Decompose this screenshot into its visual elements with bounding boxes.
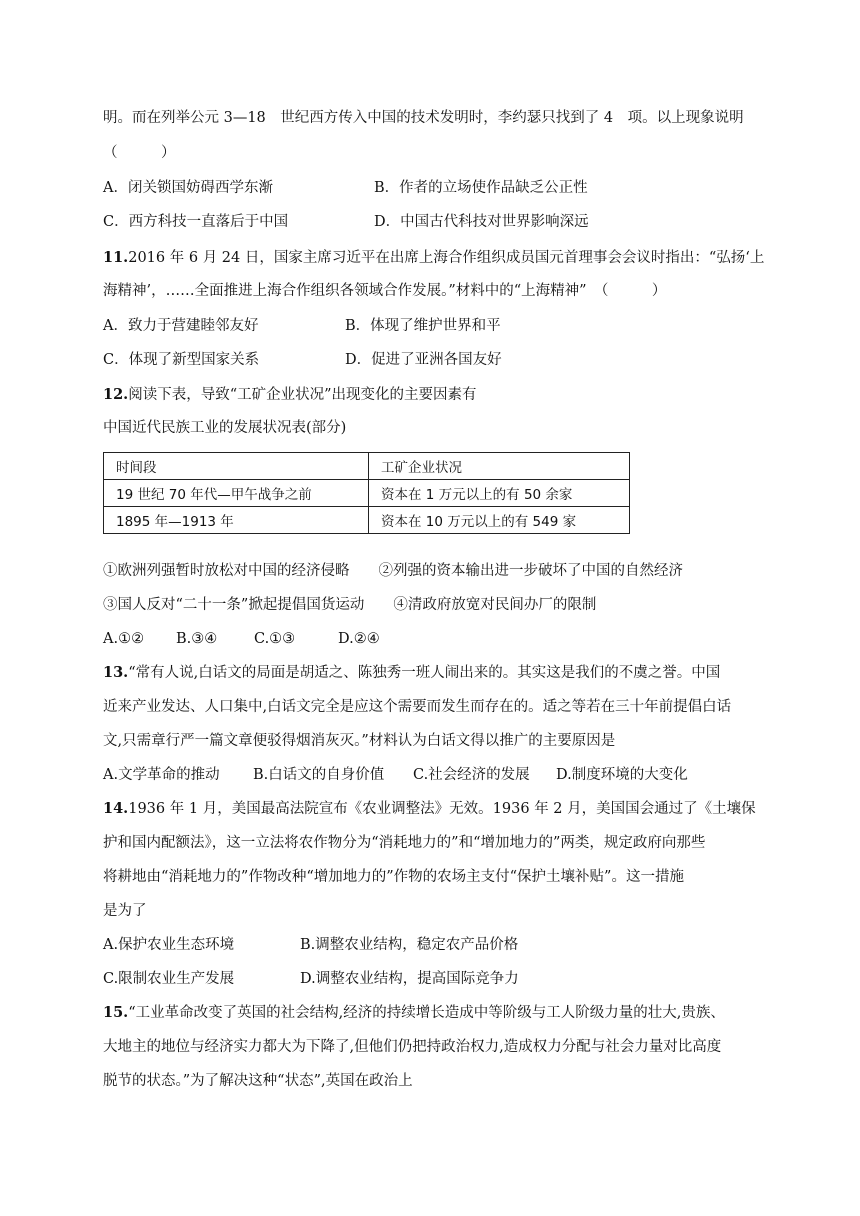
q13-option-a: A.文学革命的推动: [103, 767, 220, 783]
q12-stem: 阅读下表，导致“工矿企业状况”出现变化的主要因素有: [128, 387, 477, 403]
q11-number: 11.: [103, 249, 129, 266]
q14-number: 14.: [103, 800, 129, 817]
q13-number: 13.: [103, 664, 129, 681]
table-header-period: 时间段: [104, 453, 369, 480]
q15-stem-3: 脱节的状态。”为了解决这种“状态”,英国在政治上: [103, 1073, 413, 1089]
table-row: [104, 507, 630, 534]
q11-line-1: [103, 248, 764, 268]
q12-option-d: D.②④: [338, 631, 380, 647]
q14-stem-2: 护和国内配额法》，这一立法将农作物分为“消耗地力的”和“增加地力的”两类，规定政府向那些: [103, 835, 706, 851]
q12-table-title: 中国近代民族工业的发展状况表(部分): [103, 420, 347, 436]
table-cell: 资本在 1 万元以上的有 50 余家: [369, 480, 630, 507]
q10-option-d: D．中国古代科技对世界影响深远: [374, 214, 589, 230]
q14-option-a: A.保护农业生态环境: [103, 937, 235, 953]
q14-stem-4: 是为了: [103, 903, 147, 919]
q12-statements-1: ①欧洲列强暂时放松对中国的经济侵略 ②列强的资本输出进一步破坏了中国的自然经济: [103, 563, 683, 579]
q11-stem-1: 2016 年 6 月 24 日，国家主席习近平在出席上海合作组织成员国元首理事会会议时指出：“弘扬‘上: [128, 250, 765, 266]
table-header-row: [104, 453, 630, 480]
q13-stem-1: “常有人说,白话文的局面是胡适之、陈独秀一班人闹出来的。其实这是我们的不虞之誉。中国: [128, 665, 721, 681]
q11-option-b: B．体现了维护世界和平: [345, 318, 501, 334]
q12-line-1: [103, 385, 477, 405]
q14-stem-1: 1936 年 1 月，美国最高法院宣布《农业调整法》无效。1936 年 2 月，美国国会通过了《土壤保: [128, 801, 756, 817]
q13-option-b: B.白话文的自身价值: [253, 767, 385, 783]
q15-stem-1: “工业革命改变了英国的社会结构,经济的持续增长造成中等阶级与工人阶级力量的壮大,贵族、: [128, 1005, 725, 1021]
q13-line-1: [103, 663, 720, 683]
q13-stem-2: 近来产业发达、人口集中,白话文完全是应这个需要而发生而存在的。适之等若在三十年前提倡白话: [103, 699, 732, 715]
q14-option-c: C.限制农业生产发展: [103, 971, 235, 987]
q13-option-d: D.制度环境的大变化: [556, 767, 688, 783]
q11-stem-2: 海精神’，……全面推进上海合作组织各领域合作发展。”材料中的“上海精神” （ ）: [103, 283, 667, 299]
q15-stem-2: 大地主的地位与经济实力都大为下降了,但他们仍把持政治权力,造成权力分配与社会力量对比高度: [103, 1039, 722, 1055]
table-row: [104, 480, 630, 507]
q10-answer-blank: （ ）: [103, 145, 176, 161]
q13-stem-3: 文,只需章行严一篇文章便驳得烟消灰灭。”材料认为白话文得以推广的主要原因是: [103, 733, 616, 749]
q15-line-1: [103, 1003, 725, 1023]
q13-option-c: C.社会经济的发展: [413, 767, 530, 783]
table-cell: 资本在 10 万元以上的有 549 家: [369, 507, 630, 534]
q12-option-b: B.③④: [176, 631, 218, 647]
q12-option-a: A.①②: [103, 631, 145, 647]
q11-option-a: A．致力于营建睦邻友好: [103, 318, 259, 334]
q10-option-a: A．闭关锁国妨碍西学东渐: [103, 180, 273, 196]
table-cell: 1895 年—1913 年: [104, 507, 369, 534]
q14-option-d: D.调整农业结构，提高国际竞争力: [300, 971, 519, 987]
q10-stem-tail: 明。而在列举公元 3—18 世纪西方传入中国的技术发明时，李约瑟只找到了 4 项。以上现象说明: [103, 110, 744, 126]
q10-option-b: B．作者的立场使作品缺乏公正性: [374, 180, 588, 196]
table-cell: 19 世纪 70 年代—甲午战争之前: [104, 480, 369, 507]
q14-option-b: B.调整农业结构，稳定农产品价格: [300, 937, 519, 953]
q12-statements-2: ③国人反对“二十一条”掀起提倡国货运动 ④清政府放宽对民间办厂的限制: [103, 597, 597, 613]
q12-option-c: C.①③: [254, 631, 296, 647]
q11-option-d: D．促进了亚洲各国友好: [345, 352, 502, 368]
q14-stem-3: 将耕地由“消耗地力的”作物改种“增加地力的”作物的农场主支付“保护土壤补贴”。这一措施: [103, 869, 684, 885]
q14-line-1: [103, 799, 756, 819]
q11-option-c: C．体现了新型国家关系: [103, 352, 260, 368]
q10-option-c: C．西方科技一直落后于中国: [103, 214, 289, 230]
table-header-status: 工矿企业状况: [369, 453, 630, 480]
industry-table: [103, 452, 630, 534]
q12-number: 12.: [103, 386, 129, 403]
q15-number: 15.: [103, 1004, 129, 1021]
